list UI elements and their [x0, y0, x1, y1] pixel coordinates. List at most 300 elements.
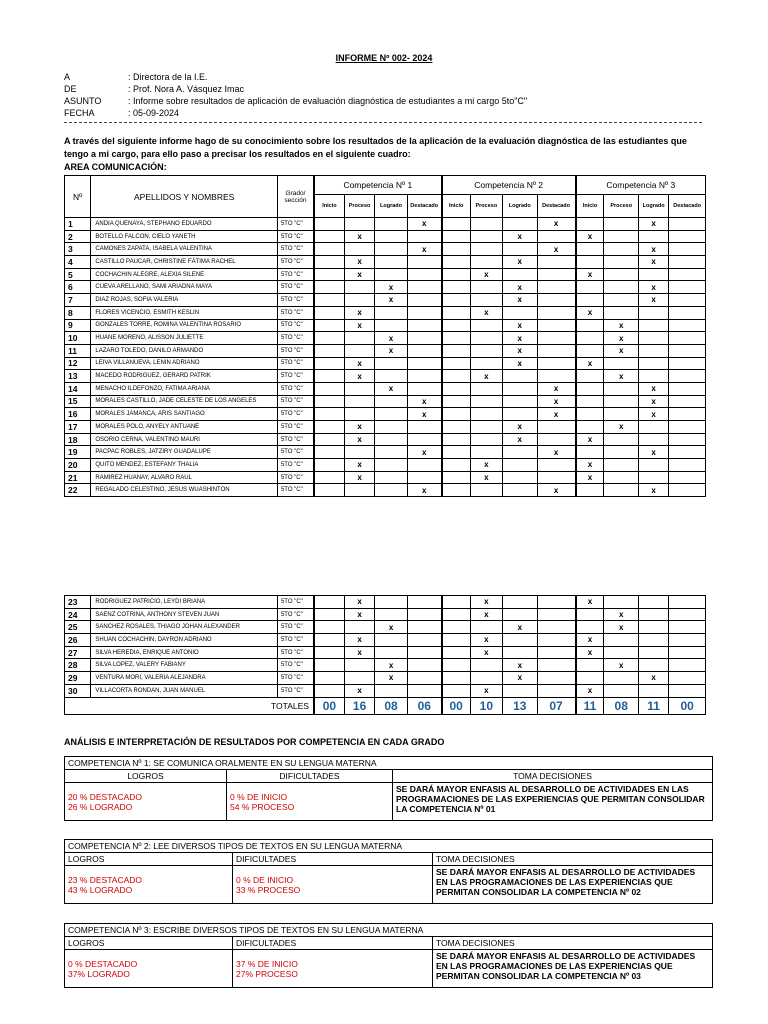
level-logrado: Logrado: [638, 195, 668, 218]
empty-cell: [669, 281, 706, 294]
student-name: VILLACORTA RONDAN, JUAN MANUEL: [91, 684, 278, 697]
empty-cell: [375, 243, 407, 256]
student-grade: 5TO "C": [277, 659, 314, 672]
empty-cell: [604, 433, 638, 446]
level-mark: x: [638, 446, 668, 459]
empty-cell: [576, 370, 604, 383]
empty-cell: [442, 218, 470, 231]
level-mark: x: [344, 268, 374, 281]
level-mark: x: [604, 370, 638, 383]
student-name: MENACHO ILDEFONZO, FATIMA ARIANA: [91, 382, 278, 395]
student-number: 11: [65, 344, 91, 357]
level-mark: x: [344, 646, 374, 659]
dificultad-proceso: 33 % PROCESO: [236, 884, 301, 895]
student-grade: 5TO "C": [277, 332, 314, 345]
logros-header: LOGROS: [65, 770, 227, 783]
level-mark: x: [638, 408, 668, 421]
empty-cell: [537, 459, 576, 472]
student-row: [65, 218, 706, 231]
student-name: DIAZ ROJAS, SOFIA VALERIA: [91, 294, 278, 307]
empty-cell: [537, 256, 576, 269]
empty-cell: [576, 672, 604, 685]
level-mark: x: [638, 243, 668, 256]
logro-logrado: 37% LOGRADO: [68, 968, 130, 979]
level-mark: x: [470, 596, 502, 609]
comp3-header: Competencia Nº 3: [576, 176, 706, 195]
empty-cell: [537, 319, 576, 332]
empty-cell: [314, 471, 344, 484]
empty-cell: [638, 230, 668, 243]
empty-cell: [375, 370, 407, 383]
level-mark: x: [407, 484, 442, 497]
empty-cell: [314, 243, 344, 256]
level-mark: x: [470, 471, 502, 484]
empty-cell: [375, 319, 407, 332]
student-grade: 5TO "C": [277, 230, 314, 243]
empty-cell: [576, 408, 604, 421]
student-name: MORALES CASTILLO, JADE CELESTE DE LOS ANGELES: [91, 395, 278, 408]
empty-cell: [638, 596, 668, 609]
level-mark: x: [344, 433, 374, 446]
empty-cell: [669, 421, 706, 434]
level-mark: x: [576, 230, 604, 243]
student-grade: 5TO "C": [277, 344, 314, 357]
student-number: 9: [65, 319, 91, 332]
empty-cell: [537, 370, 576, 383]
student-grade: 5TO "C": [277, 421, 314, 434]
student-grade: 5TO "C": [277, 408, 314, 421]
level-mark: x: [638, 672, 668, 685]
empty-cell: [314, 646, 344, 659]
empty-cell: [669, 471, 706, 484]
dificultades-header: DIFICULTADES: [227, 770, 393, 783]
empty-cell: [375, 357, 407, 370]
analysis-comp1-title: COMPETENCIA Nº 1: SE COMUNICA ORALMENTE EN SU LENGUA MATERNA: [65, 757, 713, 770]
student-row: [65, 344, 706, 357]
student-name: HUANE MORENO, ALISSON JULIETTE: [91, 332, 278, 345]
empty-cell: [314, 433, 344, 446]
empty-cell: [470, 408, 502, 421]
level-mark: x: [503, 332, 537, 345]
col-names: APELLIDOS Y NOMBRES: [91, 176, 278, 218]
empty-cell: [375, 395, 407, 408]
empty-cell: [669, 621, 706, 634]
total-value: 00: [442, 697, 470, 714]
empty-cell: [442, 408, 470, 421]
empty-cell: [537, 471, 576, 484]
empty-cell: [442, 357, 470, 370]
empty-cell: [638, 306, 668, 319]
empty-cell: [638, 370, 668, 383]
empty-cell: [442, 306, 470, 319]
empty-cell: [314, 370, 344, 383]
level-destacado: Destacado: [537, 195, 576, 218]
empty-cell: [470, 230, 502, 243]
analysis-comp2: [64, 839, 713, 904]
student-number: 20: [65, 459, 91, 472]
dificultad-proceso: 54 % PROCESO: [230, 801, 295, 812]
empty-cell: [314, 659, 344, 672]
empty-cell: [407, 471, 442, 484]
empty-cell: [537, 634, 576, 647]
student-row: [65, 382, 706, 395]
empty-cell: [576, 243, 604, 256]
empty-cell: [375, 268, 407, 281]
total-value: 16: [344, 697, 374, 714]
student-row: [65, 294, 706, 307]
empty-cell: [470, 357, 502, 370]
student-name: CAMONES ZAPATA, ISABELA VALENTINA: [91, 243, 278, 256]
empty-cell: [375, 608, 407, 621]
dificultad-proceso: 27% PROCESO: [236, 968, 298, 979]
empty-cell: [669, 332, 706, 345]
empty-cell: [314, 408, 344, 421]
student-number: 18: [65, 433, 91, 446]
empty-cell: [375, 421, 407, 434]
empty-cell: [470, 281, 502, 294]
empty-cell: [344, 408, 374, 421]
empty-cell: [407, 459, 442, 472]
student-grade: 5TO "C": [277, 596, 314, 609]
empty-cell: [604, 459, 638, 472]
empty-cell: [604, 484, 638, 497]
student-number: 25: [65, 621, 91, 634]
student-grade: 5TO "C": [277, 621, 314, 634]
level-mark: x: [470, 646, 502, 659]
level-mark: x: [537, 243, 576, 256]
empty-cell: [503, 634, 537, 647]
empty-cell: [314, 459, 344, 472]
student-grade: 5TO "C": [277, 446, 314, 459]
empty-cell: [604, 446, 638, 459]
student-number: 26: [65, 634, 91, 647]
empty-cell: [407, 659, 441, 672]
empty-cell: [314, 319, 344, 332]
empty-cell: [537, 344, 576, 357]
empty-cell: [344, 344, 374, 357]
level-mark: x: [537, 484, 576, 497]
empty-cell: [442, 421, 470, 434]
total-value: 11: [576, 697, 604, 714]
empty-cell: [375, 634, 407, 647]
level-mark: x: [407, 395, 442, 408]
total-value: 11: [638, 697, 668, 714]
student-row: [65, 621, 706, 634]
empty-cell: [537, 433, 576, 446]
empty-cell: [442, 294, 470, 307]
student-row: [65, 408, 706, 421]
toma-decisiones-header: TOMA DECISIONES: [433, 853, 713, 866]
level-mark: x: [470, 684, 502, 697]
analysis-comp1: [64, 756, 713, 821]
empty-cell: [537, 684, 576, 697]
empty-cell: [344, 218, 374, 231]
empty-cell: [576, 256, 604, 269]
level-mark: x: [470, 608, 502, 621]
level-destacado: Destacado: [669, 195, 706, 218]
student-row: [65, 433, 706, 446]
empty-cell: [537, 621, 576, 634]
student-grade: 5TO "C": [277, 672, 314, 685]
empty-cell: [407, 268, 442, 281]
empty-cell: [503, 484, 537, 497]
level-mark: x: [576, 471, 604, 484]
empty-cell: [407, 646, 441, 659]
level-mark: x: [503, 344, 537, 357]
empty-cell: [669, 484, 706, 497]
student-name: SHUAN COCHACHIN, DAYRON ADRIANO: [91, 634, 278, 647]
level-mark: x: [503, 230, 537, 243]
empty-cell: [638, 608, 668, 621]
level-inicio: Inicio: [314, 195, 344, 218]
student-row: [65, 484, 706, 497]
level-proceso: Proceso: [344, 195, 374, 218]
empty-cell: [407, 332, 442, 345]
student-row: [65, 370, 706, 383]
level-mark: x: [470, 306, 502, 319]
empty-cell: [537, 332, 576, 345]
empty-cell: [604, 230, 638, 243]
empty-cell: [576, 281, 604, 294]
empty-cell: [537, 659, 576, 672]
empty-cell: [442, 382, 470, 395]
empty-cell: [375, 459, 407, 472]
student-number: 4: [65, 256, 91, 269]
student-grade: 5TO "C": [277, 294, 314, 307]
student-name: FLORES VICENCIO, ESMITH KESLIN: [91, 306, 278, 319]
empty-cell: [407, 634, 441, 647]
student-row: [65, 243, 706, 256]
student-row: [65, 596, 706, 609]
empty-cell: [604, 218, 638, 231]
empty-cell: [470, 659, 502, 672]
level-mark: x: [470, 459, 502, 472]
empty-cell: [503, 596, 537, 609]
empty-cell: [604, 634, 638, 647]
empty-cell: [442, 268, 470, 281]
student-row: [65, 672, 706, 685]
total-value: 00: [314, 697, 344, 714]
student-name: BOTELLO FALCON, CIELO YANETH: [91, 230, 278, 243]
level-mark: x: [375, 382, 407, 395]
empty-cell: [503, 218, 537, 231]
level-mark: x: [604, 319, 638, 332]
empty-cell: [503, 243, 537, 256]
empty-cell: [503, 306, 537, 319]
logro-destacado: 20 % DESTACADO: [68, 791, 143, 802]
empty-cell: [604, 306, 638, 319]
empty-cell: [314, 672, 344, 685]
empty-cell: [314, 357, 344, 370]
student-row: [65, 332, 706, 345]
empty-cell: [537, 357, 576, 370]
level-mark: x: [375, 672, 407, 685]
student-name: CASTILLO PAUCAR, CHRISTINE FÁTIMA RACHEL: [91, 256, 278, 269]
toma-decisiones-header: TOMA DECISIONES: [433, 937, 713, 950]
toma-decisiones-text: SE DARÁ MAYOR ENFASIS AL DESARROLLO DE ACTIVIDADES EN LAS PROGRAMACIONES DE LAS EXPERIENCIAS QUE PERMITAN CONSOLIDAR LA COMPETENCIA Nº 03: [433, 950, 713, 988]
level-mark: x: [604, 659, 638, 672]
empty-cell: [669, 459, 706, 472]
empty-cell: [537, 268, 576, 281]
empty-cell: [442, 672, 470, 685]
dificultad-inicio: 0 % DE INICIO: [230, 791, 288, 802]
student-number: 23: [65, 596, 91, 609]
student-number: 7: [65, 294, 91, 307]
empty-cell: [638, 357, 668, 370]
empty-cell: [503, 608, 537, 621]
empty-cell: [407, 672, 441, 685]
level-mark: x: [344, 421, 374, 434]
level-mark: x: [638, 484, 668, 497]
student-row: [65, 421, 706, 434]
empty-cell: [470, 332, 502, 345]
student-name: MORALES JAMANCA, ARIS SANTIAGO: [91, 408, 278, 421]
empty-cell: [537, 294, 576, 307]
student-name: LAZARO TOLEDO, DANILO ARMANDO: [91, 344, 278, 357]
level-mark: x: [344, 634, 374, 647]
empty-cell: [470, 484, 502, 497]
empty-cell: [375, 484, 407, 497]
student-grade: 5TO "C": [277, 256, 314, 269]
empty-cell: [537, 306, 576, 319]
level-mark: x: [638, 395, 668, 408]
level-mark: x: [604, 332, 638, 345]
total-value: 08: [375, 697, 407, 714]
total-value: 08: [604, 697, 638, 714]
logros-header: LOGROS: [65, 853, 233, 866]
empty-cell: [442, 344, 470, 357]
student-grade: 5TO "C": [277, 459, 314, 472]
empty-cell: [344, 281, 374, 294]
empty-cell: [344, 382, 374, 395]
empty-cell: [669, 344, 706, 357]
empty-cell: [669, 672, 706, 685]
empty-cell: [442, 471, 470, 484]
student-name: SILVA HEREDIA, ENRIQUE ANTONIO: [91, 646, 278, 659]
empty-cell: [576, 395, 604, 408]
level-mark: x: [470, 370, 502, 383]
empty-cell: [344, 243, 374, 256]
level-logrado: Logrado: [375, 195, 407, 218]
student-grade: 5TO "C": [277, 395, 314, 408]
empty-cell: [344, 332, 374, 345]
empty-cell: [638, 634, 668, 647]
level-mark: x: [537, 408, 576, 421]
comp2-header: Competencia Nº 2: [442, 176, 576, 195]
student-number: 28: [65, 659, 91, 672]
empty-cell: [375, 596, 407, 609]
total-value: 13: [503, 697, 537, 714]
empty-cell: [503, 446, 537, 459]
empty-cell: [314, 596, 344, 609]
empty-cell: [314, 306, 344, 319]
level-mark: x: [604, 621, 638, 634]
student-row: [65, 306, 706, 319]
results-table-part1: [64, 175, 706, 497]
empty-cell: [576, 608, 604, 621]
empty-cell: [314, 332, 344, 345]
dificultades-header: DIFICULTADES: [233, 937, 433, 950]
analysis-comp3-title: COMPETENCIA Nº 3: ESCRIBE DIVERSOS TIPOS DE TEXTOS EN SU LENGUA MATERNA: [65, 924, 713, 937]
empty-cell: [503, 459, 537, 472]
student-name: COCHACHIN ALEGRE, ALEXIA SILENE: [91, 268, 278, 281]
level-mark: x: [344, 370, 374, 383]
header-date: FECHA : 05-09-2024: [64, 108, 180, 118]
level-mark: x: [576, 634, 604, 647]
empty-cell: [407, 294, 442, 307]
toma-decisiones-text: SE DARÁ MAYOR ENFASIS AL DESARROLLO DE ACTIVIDADES EN LAS PROGRAMACIONES DE LAS EXPERIENCIAS QUE PERMITAN CONSOLIDAR LA COMPETENCIA Nº 02: [433, 866, 713, 904]
empty-cell: [470, 621, 502, 634]
student-row: [65, 357, 706, 370]
student-name: MORALES POLO, ANYELY ANTUANE: [91, 421, 278, 434]
student-grade: 5TO "C": [277, 218, 314, 231]
header-from: DE : Prof. Nora A. Vásquez Imac: [64, 84, 245, 94]
empty-cell: [604, 243, 638, 256]
student-grade: 5TO "C": [277, 268, 314, 281]
empty-cell: [669, 256, 706, 269]
empty-cell: [375, 230, 407, 243]
student-grade: 5TO "C": [277, 382, 314, 395]
empty-cell: [604, 672, 638, 685]
empty-cell: [604, 395, 638, 408]
student-number: 16: [65, 408, 91, 421]
student-name: QUITO MENDEZ, ESTEFANY THALIA: [91, 459, 278, 472]
level-mark: x: [503, 319, 537, 332]
empty-cell: [375, 684, 407, 697]
level-mark: x: [638, 256, 668, 269]
empty-cell: [669, 382, 706, 395]
empty-cell: [669, 294, 706, 307]
col-grade: Grado/ sección: [277, 176, 314, 218]
level-mark: x: [638, 281, 668, 294]
empty-cell: [314, 294, 344, 307]
student-number: 19: [65, 446, 91, 459]
level-mark: x: [344, 230, 374, 243]
empty-cell: [442, 684, 470, 697]
total-value: 07: [537, 697, 576, 714]
empty-cell: [604, 471, 638, 484]
empty-cell: [576, 621, 604, 634]
empty-cell: [442, 332, 470, 345]
student-number: 22: [65, 484, 91, 497]
student-name: CUEVA ARELLANO, SAMI ARIADNA MAYA: [91, 281, 278, 294]
student-number: 14: [65, 382, 91, 395]
empty-cell: [442, 659, 470, 672]
empty-cell: [442, 370, 470, 383]
empty-cell: [537, 421, 576, 434]
student-number: 29: [65, 672, 91, 685]
intro-paragraph: A través del siguiente informe hago de su conocimiento sobre los resultados de la aplicación de la evaluación diagnóstica de las estudiantes que tengo a mi cargo, para ello paso a precisar los resultados en el siguiente cuadro: AREA COMUNICACIÓN:: [64, 135, 704, 174]
empty-cell: [503, 646, 537, 659]
empty-cell: [638, 332, 668, 345]
empty-cell: [314, 421, 344, 434]
empty-cell: [638, 646, 668, 659]
analysis-comp2-title: COMPETENCIA Nº 2: LEE DIVERSOS TIPOS DE TEXTOS EN SU LENGUA MATERNA: [65, 840, 713, 853]
empty-cell: [442, 459, 470, 472]
empty-cell: [344, 395, 374, 408]
empty-cell: [669, 357, 706, 370]
empty-cell: [375, 446, 407, 459]
empty-cell: [442, 230, 470, 243]
empty-cell: [442, 596, 470, 609]
empty-cell: [407, 621, 441, 634]
student-number: 6: [65, 281, 91, 294]
level-mark: x: [344, 608, 374, 621]
student-number: 12: [65, 357, 91, 370]
empty-cell: [407, 684, 441, 697]
empty-cell: [314, 268, 344, 281]
empty-cell: [314, 484, 344, 497]
